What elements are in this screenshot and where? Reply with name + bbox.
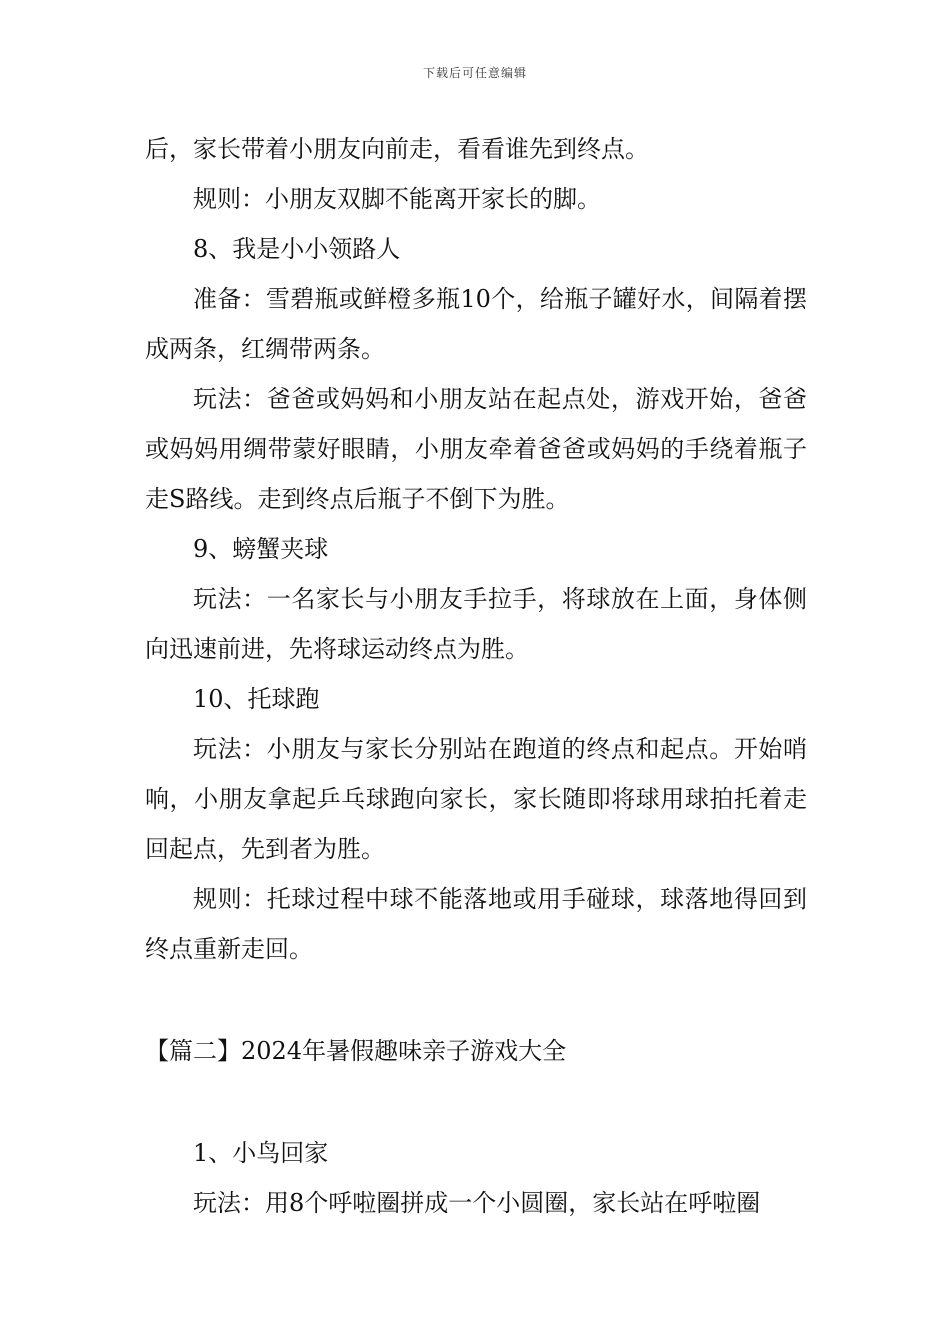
paragraph: 玩法：用8个呼啦圈拼成一个小圆圈，家长站在呼啦圈 [193,1189,761,1217]
section-heading: 10、托球跑 [193,685,320,713]
chapter-title: 【篇二】2024年暑假趣味亲子游戏大全 [145,1037,567,1065]
paragraph: 玩法：爸爸或妈妈和小朋友站在起点处，游戏开始，爸爸或妈妈用绸带蒙好眼睛，小朋友牵着爸爸或妈妈的手绕着瓶子走S路线。走到终点后瓶子不倒下为胜。 [145,385,807,513]
paragraph: 后，家长带着小朋友向前走，看看谁先到终点。 [145,135,649,163]
paragraph: 规则：托球过程中球不能落地或用手碰球，球落地得回到终点重新走回。 [145,885,807,963]
section-heading: 8、我是小小领路人 [193,235,401,263]
paragraph: 规则：小朋友双脚不能离开家长的脚。 [193,185,601,213]
paragraph: 玩法：一名家长与小朋友手拉手，将球放在上面，身体侧向迅速前进，先将球运动终点为胜。 [145,585,807,663]
paragraph: 玩法：小朋友与家长分别站在跑道的终点和起点。开始哨响，小朋友拿起乒乓球跑向家长，家长随即将球用球拍托着走回起点，先到者为胜。 [145,735,807,863]
document-body [145,124,807,1228]
section-heading: 1、小鸟回家 [193,1139,329,1167]
section-heading: 9、螃蟹夹球 [193,535,329,563]
page-header-note: 下载后可任意编辑 [422,66,527,80]
paragraph: 准备：雪碧瓶或鲜橙多瓶10个，给瓶子罐好水，间隔着摆成两条，红绸带两条。 [145,285,807,363]
